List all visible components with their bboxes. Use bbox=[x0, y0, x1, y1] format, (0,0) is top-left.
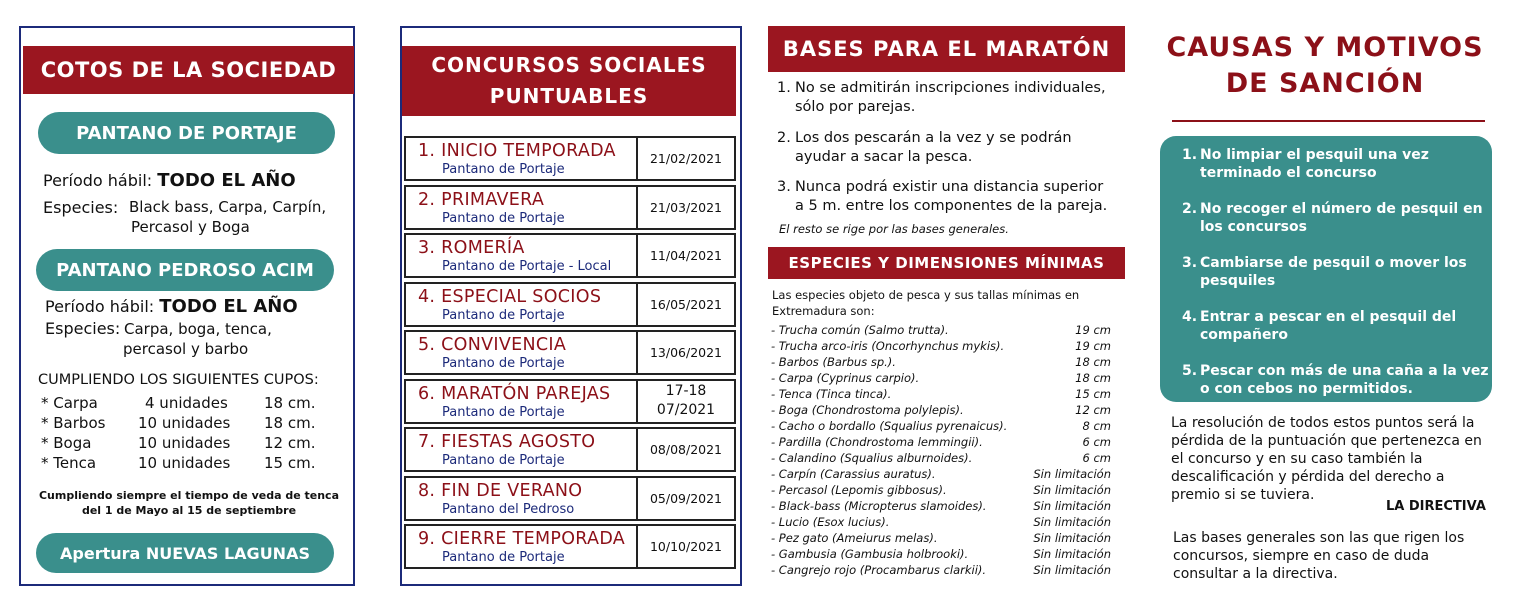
event-name: 2. PRIMAVERA bbox=[418, 189, 545, 210]
especie-name: - Percasol (Lepomis gibbosus). bbox=[771, 483, 947, 497]
especie-row bbox=[771, 435, 1121, 451]
especie-size: 12 cm bbox=[1075, 403, 1111, 417]
cause-line-1: Cambiarse de pesquil o mover los bbox=[1200, 255, 1467, 271]
especie-row bbox=[771, 499, 1121, 515]
especie-size: 8 cm bbox=[1082, 419, 1111, 433]
table-row bbox=[402, 135, 738, 184]
especie-row bbox=[771, 371, 1121, 387]
cupo-unidades: 10 unidades bbox=[138, 414, 231, 432]
resto-note: El resto se rige por las bases generales. bbox=[779, 222, 1009, 236]
especie-name: - Lucio (Esox lucius). bbox=[771, 515, 890, 529]
cupo-unidades: 10 unidades bbox=[138, 434, 231, 452]
especie-size: Sin limitación bbox=[1033, 515, 1111, 529]
rule-line-1: No se admitirán inscripciones individuales, bbox=[795, 80, 1106, 96]
especie-row bbox=[771, 547, 1121, 563]
especies-line-1a: Black bass, Carpa, Carpín, bbox=[129, 198, 327, 216]
event-cell bbox=[404, 524, 638, 569]
event-name: 6. MARATÓN PAREJAS bbox=[418, 383, 611, 404]
cupos-title: CUMPLIENDO LOS SIGUIENTES CUPOS: bbox=[38, 372, 319, 388]
resolucion-line: descalificación y pérdida del derecho a bbox=[1171, 469, 1445, 485]
event-date: 05/09/2021 bbox=[638, 476, 736, 521]
especie-name: - Calandino (Squalius alburnoides). bbox=[771, 451, 973, 465]
especie-row bbox=[771, 387, 1121, 403]
event-cell bbox=[404, 233, 638, 278]
cause-line-1: Pescar con más de una caña a la vez bbox=[1200, 363, 1489, 379]
event-name: 1. INICIO TEMPORADA bbox=[418, 141, 616, 161]
especie-row bbox=[771, 563, 1121, 579]
periodo-line-1 bbox=[43, 170, 296, 191]
cupo-talla: 18 cm. bbox=[264, 414, 316, 432]
periodo-line-2 bbox=[45, 296, 298, 317]
especie-name: - Boga (Chondrostoma polylepis). bbox=[771, 403, 964, 417]
especie-name: - Trucha arco-iris (Oncorhynchus mykis). bbox=[771, 339, 1005, 353]
event-name: 5. CONVIVENCIA bbox=[418, 335, 567, 355]
event-date: 16/05/2021 bbox=[638, 282, 736, 327]
especie-row bbox=[771, 323, 1121, 339]
maraton-panel bbox=[767, 26, 1127, 586]
especie-size: 6 cm bbox=[1082, 435, 1111, 449]
cause-line-2: terminado el concurso bbox=[1200, 165, 1377, 181]
event-name: 4. ESPECIAL SOCIOS bbox=[418, 286, 602, 307]
especie-name: - Carpín (Carassius auratus). bbox=[771, 467, 936, 481]
event-cell bbox=[404, 136, 638, 181]
cupo-unidades: 10 unidades bbox=[138, 454, 231, 472]
especie-name: - Cacho o bordallo (Squalius pyrenaicus). bbox=[771, 419, 1008, 433]
especie-row bbox=[771, 355, 1121, 371]
especie-size: Sin limitación bbox=[1033, 499, 1111, 513]
cupo-especie: * Barbos bbox=[41, 414, 106, 432]
maraton-title: BASES PARA EL MARATÓN bbox=[768, 26, 1125, 72]
event-location: Pantano de Portaje bbox=[442, 307, 565, 323]
cause-number: 5. bbox=[1182, 363, 1198, 379]
especie-row bbox=[771, 419, 1121, 435]
resolucion-line: pérdida de la puntuación que pertenezca en bbox=[1171, 433, 1482, 449]
title-divider bbox=[1172, 120, 1485, 122]
table-row bbox=[402, 426, 738, 475]
especie-row bbox=[771, 515, 1121, 531]
event-date: 17-18 07/2021 bbox=[638, 379, 736, 424]
especie-size: 19 cm bbox=[1075, 323, 1111, 337]
especie-size: Sin limitación bbox=[1033, 483, 1111, 497]
bases-line: Las bases generales son las que rigen los bbox=[1173, 530, 1465, 546]
especie-name: - Black-bass (Micropterus slamoides). bbox=[771, 499, 987, 513]
cupo-talla: 12 cm. bbox=[264, 434, 316, 452]
especie-size: 6 cm bbox=[1082, 451, 1111, 465]
table-row bbox=[402, 378, 738, 427]
event-cell bbox=[404, 379, 638, 424]
especie-row bbox=[771, 483, 1121, 499]
cause-number: 1. bbox=[1182, 147, 1198, 163]
event-name: 8. FIN DE VERANO bbox=[418, 480, 583, 501]
cupo-especie: * Boga bbox=[41, 434, 92, 452]
event-name: 3. ROMERÍA bbox=[418, 238, 525, 258]
especie-name: - Trucha común (Salmo trutta). bbox=[771, 323, 949, 337]
especie-name: - Barbos (Barbus sp.). bbox=[771, 355, 896, 369]
especies-intro-2: Extremadura son: bbox=[772, 304, 875, 318]
table-row bbox=[402, 475, 738, 524]
sancion-title-line1: CAUSAS Y MOTIVOS bbox=[1166, 32, 1484, 63]
rule-line-1: Los dos pescarán a la vez y se podrán bbox=[795, 130, 1072, 146]
cupo-unidades: 4 unidades bbox=[145, 394, 228, 412]
event-date: 21/03/2021 bbox=[638, 185, 736, 230]
concursos-title-line1: CONCURSOS SOCIALES bbox=[431, 53, 707, 77]
especie-size: 15 cm bbox=[1075, 387, 1111, 401]
cause-number: 4. bbox=[1182, 309, 1198, 325]
event-location: Pantano de Portaje bbox=[442, 210, 565, 226]
especies-intro-1: Las especies objeto de pesca y sus tallas mínimas en bbox=[772, 288, 1080, 302]
periodo-value: TODO EL AÑO bbox=[159, 296, 298, 317]
resolucion-line: La resolución de todos estos puntos será la bbox=[1171, 415, 1475, 431]
especie-size: Sin limitación bbox=[1033, 563, 1111, 577]
bases-line: consultar a la directiva. bbox=[1173, 566, 1338, 582]
apertura-button: Apertura NUEVAS LAGUNAS bbox=[36, 533, 334, 573]
pantano-pedroso-heading: PANTANO PEDROSO ACIM bbox=[36, 249, 334, 291]
rule-item bbox=[777, 79, 1127, 119]
especies-line-2a: Carpa, boga, tenca, bbox=[124, 320, 272, 338]
event-location: Pantano de Portaje - Local bbox=[442, 259, 612, 274]
table-row bbox=[402, 329, 738, 378]
especie-name: - Gambusia (Gambusia holbrooki). bbox=[771, 547, 969, 561]
especie-size: 18 cm bbox=[1075, 355, 1111, 369]
firma: LA DIRECTIVA bbox=[1386, 499, 1486, 514]
periodo-value: TODO EL AÑO bbox=[157, 170, 296, 191]
especie-name: - Pez gato (Ameiurus melas). bbox=[771, 531, 938, 545]
rule-item bbox=[777, 178, 1127, 218]
especie-row bbox=[771, 403, 1121, 419]
rule-line-2: a 5 m. entre los componentes de la pareja. bbox=[795, 198, 1108, 214]
periodo-label: Período hábil: bbox=[43, 171, 153, 190]
event-cell bbox=[404, 476, 638, 521]
especie-name: - Pardilla (Chondrostoma lemmingii). bbox=[771, 435, 983, 449]
sancion-title bbox=[1160, 30, 1490, 102]
cause-item bbox=[1182, 308, 1482, 348]
cause-number: 3. bbox=[1182, 255, 1198, 271]
event-date: 21/02/2021 bbox=[638, 136, 736, 181]
veda-line-2: del 1 de Mayo al 15 de septiembre bbox=[81, 504, 297, 517]
event-cell bbox=[404, 330, 638, 375]
event-date: 13/06/2021 bbox=[638, 330, 736, 375]
table-row bbox=[402, 281, 738, 330]
table-row bbox=[402, 184, 738, 233]
table-row bbox=[402, 232, 738, 281]
cause-line-2: o con cebos no permitidos. bbox=[1200, 381, 1413, 397]
especie-name: - Tenca (Tinca tinca). bbox=[771, 387, 892, 401]
causes-box bbox=[1160, 136, 1492, 402]
cupo-especie: * Tenca bbox=[41, 454, 97, 472]
especies-title: ESPECIES Y DIMENSIONES MÍNIMAS bbox=[768, 247, 1125, 279]
cotos-panel bbox=[19, 26, 355, 586]
especie-row bbox=[771, 467, 1121, 483]
cause-line-1: Entrar a pescar en el pesquil del bbox=[1200, 309, 1457, 325]
event-cell bbox=[404, 185, 638, 230]
event-location: Pantano de Portaje bbox=[442, 356, 565, 371]
table-row bbox=[402, 523, 738, 572]
cause-item bbox=[1182, 146, 1482, 186]
event-location: Pantano de Portaje bbox=[442, 162, 565, 177]
especie-row bbox=[771, 339, 1121, 355]
concursos-title bbox=[402, 46, 736, 116]
cause-line-1: No recoger el número de pesquil en bbox=[1200, 201, 1483, 217]
cause-item bbox=[1182, 200, 1482, 240]
periodo-label: Período hábil: bbox=[45, 297, 155, 316]
cupo-talla: 18 cm. bbox=[264, 394, 316, 412]
cause-item bbox=[1182, 362, 1489, 402]
especie-size: Sin limitación bbox=[1033, 467, 1111, 481]
cupo-talla: 15 cm. bbox=[264, 454, 316, 472]
event-name: 9. CIERRE TEMPORADA bbox=[418, 529, 626, 549]
pantano-portaje-heading: PANTANO DE PORTAJE bbox=[38, 112, 335, 154]
cupo-especie: * Carpa bbox=[41, 394, 98, 412]
bases-line: concursos, siempre en caso de duda bbox=[1173, 548, 1430, 564]
event-location: Pantano de Portaje bbox=[442, 550, 565, 565]
event-location: Pantano de Portaje bbox=[442, 404, 565, 420]
rule-line-2: ayudar a sacar la pesca. bbox=[795, 149, 973, 165]
cause-number: 2. bbox=[1182, 201, 1198, 217]
resolucion-line: el concurso y en su caso también la bbox=[1171, 451, 1423, 467]
sancion-title-line2: DE SANCIÓN bbox=[1225, 68, 1425, 99]
event-name: 7. FIESTAS AGOSTO bbox=[418, 432, 596, 452]
concursos-panel bbox=[400, 26, 742, 586]
rule-number: 3. bbox=[777, 179, 791, 195]
especie-size: 19 cm bbox=[1075, 339, 1111, 353]
cause-line-1: No limpiar el pesquil una vez bbox=[1200, 147, 1429, 163]
event-location: Pantano de Portaje bbox=[442, 453, 565, 468]
rule-line-1: Nunca podrá existir una distancia superior bbox=[795, 179, 1104, 195]
rule-number: 1. bbox=[777, 80, 791, 96]
especie-name: - Cangrejo rojo (Procambarus clarkii). bbox=[771, 563, 987, 577]
especie-size: 18 cm bbox=[1075, 371, 1111, 385]
especies-label-1: Especies: bbox=[43, 198, 119, 217]
especie-row bbox=[771, 531, 1121, 547]
resolucion-line: premio si se tuviera. bbox=[1171, 487, 1315, 503]
event-date: 08/08/2021 bbox=[638, 427, 736, 472]
especies-label-2: Especies: bbox=[45, 319, 121, 338]
event-date: 10/10/2021 bbox=[638, 524, 736, 569]
event-cell bbox=[404, 282, 638, 327]
especies-line-1b: Percasol y Boga bbox=[131, 218, 250, 236]
event-date: 11/04/2021 bbox=[638, 233, 736, 278]
especie-size: Sin limitación bbox=[1033, 547, 1111, 561]
event-cell bbox=[404, 427, 638, 472]
especie-row bbox=[771, 451, 1121, 467]
veda-line-1: Cumpliendo siempre el tiempo de veda de tenca bbox=[38, 489, 339, 502]
cause-item bbox=[1182, 254, 1482, 294]
cotos-title: COTOS DE LA SOCIEDAD bbox=[23, 46, 354, 94]
cause-line-2: pesquiles bbox=[1200, 273, 1276, 289]
rule-line-2: sólo por parejas. bbox=[795, 99, 916, 115]
event-location: Pantano del Pedroso bbox=[442, 501, 575, 517]
rule-number: 2. bbox=[777, 130, 791, 146]
especie-size: Sin limitación bbox=[1033, 531, 1111, 545]
cause-line-2: compañero bbox=[1200, 327, 1288, 343]
cause-line-2: los concursos bbox=[1200, 219, 1307, 235]
sancion-panel bbox=[1160, 26, 1500, 586]
especie-name: - Carpa (Cyprinus carpio). bbox=[771, 371, 920, 385]
especies-line-2b: percasol y barbo bbox=[123, 340, 249, 358]
rule-item bbox=[777, 129, 1127, 169]
concursos-title-line2: PUNTUABLES bbox=[489, 84, 649, 108]
